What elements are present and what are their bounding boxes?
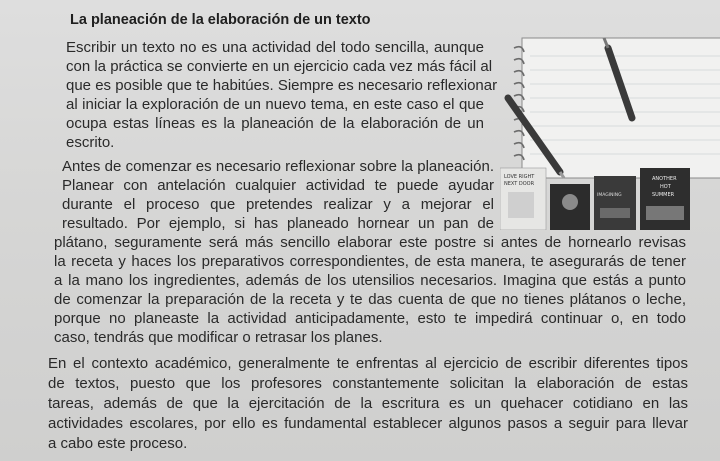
text-line: Planear con antelación cualquier actividad te puede ayudar: [62, 177, 494, 194]
text-line: resultado. Por ejemplo, si has planeado hornear un pan de: [62, 215, 494, 232]
svg-text:LOVE RIGHT: LOVE RIGHT: [504, 174, 535, 180]
text-line: que es posible que te habitúes. Siempre es necesario reflexionar: [66, 77, 498, 94]
text-line: a cabo este proceso.: [48, 435, 188, 452]
text-line: En el contexto académico, generalmente te enfrentas al ejercicio de escribir diferentes tipos: [48, 355, 688, 372]
text-line: con la práctica se convierte en un ejercicio cada vez más fácil al: [66, 58, 493, 75]
text-line: Antes de comenzar es necesario reflexionar sobre la planeación.: [62, 158, 494, 175]
text-line: caso, tendrás que modificar o retrasar los planes.: [54, 329, 383, 346]
text-line: de comenzar la preparación de la receta y te das cuenta de que no tienes plátanos o leche,: [54, 291, 686, 308]
text-line: porque no planeaste la actividad anticipadamente, esto te impedirá continuar o, en todo: [54, 310, 686, 327]
text-line: actividades escolares, por ello es fundamental establecer algunos pasos a seguir para llevar: [48, 415, 688, 432]
text-line: a la mano los ingredientes, además de los utensilios necesarios. Imagina que estás a punto: [54, 272, 686, 289]
svg-text:SUMMER: SUMMER: [652, 192, 675, 198]
text-line: al iniciar la exploración de un nuevo tema, en este caso el que: [66, 96, 484, 113]
books-icon: [500, 168, 690, 230]
svg-text:HOT: HOT: [660, 184, 671, 190]
notebook-pens-illustration: [500, 34, 720, 230]
text-line: durante el proceso que pretendes realizar y a mejorar el: [62, 196, 494, 213]
text-line: la receta y haces los preparativos correspondientes, de esta manera, te asegurarás de tener: [54, 253, 686, 270]
text-line: Escribir un texto no es una actividad del todo sencilla, aunque: [66, 39, 484, 56]
text-line: de textos, puesto que los profesores constantemente solicitan la elaboración de estas: [48, 375, 688, 392]
notebook-icon: [514, 38, 720, 178]
text-line: escrito.: [66, 134, 115, 151]
svg-text:NEXT DOOR: NEXT DOOR: [504, 181, 535, 187]
svg-text:ANOTHER: ANOTHER: [652, 176, 677, 182]
text-line: ocupa estas líneas es la planeación de la elaboración de un: [66, 115, 484, 132]
text-line: tareas, además de que la ejercitación de la escritura es un quehacer cotidiano en las: [48, 395, 688, 412]
text-line: plátano, seguramente será más sencillo elaborar este postre si antes de hornearlo revisas: [54, 234, 686, 251]
page-title: La planeación de la elaboración de un texto: [70, 12, 371, 28]
svg-text:IMAGINING: IMAGINING: [597, 193, 622, 198]
